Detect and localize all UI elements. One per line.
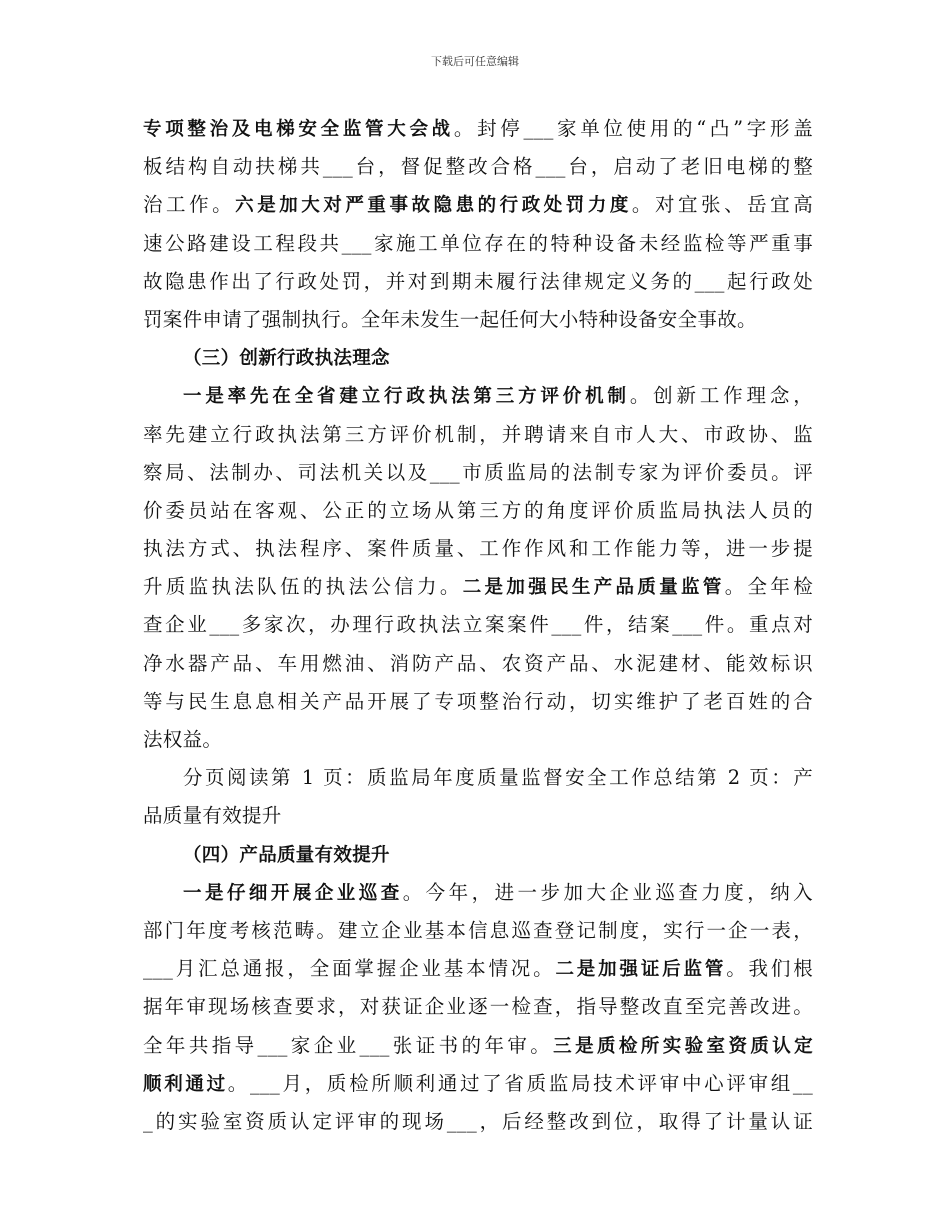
text-line (143, 759, 813, 797)
text-line (143, 186, 813, 224)
text-line (143, 606, 813, 644)
text-line (143, 645, 813, 683)
bold-text: 六是加大对严重事故隐患的行政处罚力度 (235, 195, 632, 217)
text-run: 。封停___家单位使用的“凸”字形盖 (453, 117, 814, 140)
bold-text: 顺利通过 (143, 1073, 228, 1095)
text-run: 。创新工作理念， (629, 384, 813, 408)
text-line (143, 377, 813, 415)
text-line (143, 683, 813, 721)
text-run: 治工作。 (143, 193, 236, 217)
bold-text: 二是加强民生产品质量监管 (462, 577, 725, 599)
text-run: 查企业___多家次，办理行政执法立案案件___件，结案___件。重点对 (143, 613, 813, 637)
text-run: 罚案件申请了强制执行。全年未发生一起任何大小特种设备安全事故。 (143, 307, 757, 331)
text-line (143, 339, 813, 377)
text-run: _的实验室资质认定评审的现场___，后经整改到位，取得了计量认证 (143, 1109, 813, 1133)
text-run: 察局、法制办、司法机关以及___市质监局的法制专家为评价委员。评 (143, 460, 813, 484)
text-line (143, 530, 813, 568)
bold-text: 一是仔细开展企业巡查 (183, 882, 403, 904)
bold-text: 二是加强证后监管 (555, 959, 727, 981)
text-run: 。全年检 (724, 575, 814, 599)
text-run: 等与民生息息相关产品开展了专项整治行动，切实维护了老百姓的合 (143, 689, 813, 713)
text-run: 价委员站在客观、公正的立场从第三方的角度评价质监局执法人员的 (143, 498, 813, 522)
text-run: ___月汇总通报，全面掌握企业基本情况。 (143, 957, 556, 981)
bold-text: （四）产品质量有效提升 (183, 844, 390, 866)
text-run: 速公路建设工程段共___家施工单位存在的特种设备未经监检等严重事 (143, 231, 813, 255)
text-run: 执法方式、执法程序、案件质量、工作作风和工作能力等，进一步提 (143, 537, 813, 561)
text-run: 据年审现场核查要求，对获证企业逐一检查，指导整改直至完善改进。 (143, 995, 813, 1019)
bold-text: 三是质检所实验室资质认定 (553, 1035, 813, 1057)
text-run: 故隐患作出了行政处罚，并对到期未履行法律规定义务的___起行政处 (143, 269, 813, 293)
text-line (143, 225, 813, 263)
document-body (143, 110, 813, 1141)
text-run: 。对宜张、岳宜高 (631, 193, 814, 217)
text-run: 率先建立行政执法第三方评价机制，并聘请来自市人大、市政协、监 (143, 422, 813, 446)
text-line (143, 1027, 813, 1065)
text-run: 部门年度考核范畴。建立企业基本信息巡查登记制度，实行一企一表， (143, 918, 813, 942)
text-line (143, 148, 813, 186)
text-line (143, 416, 813, 454)
text-run: 。我们根 (726, 957, 814, 981)
text-line (143, 721, 813, 759)
text-run: 升质监执法队伍的执法公信力。 (143, 575, 463, 599)
text-line (143, 492, 813, 530)
text-line (143, 301, 813, 339)
text-line (143, 454, 813, 492)
text-line (143, 263, 813, 301)
text-run: 品质量有效提升 (143, 804, 282, 828)
text-run: 板结构自动扶梯共___台，督促整改合格___台，启动了老旧电梯的整 (143, 155, 813, 179)
text-line (143, 1065, 813, 1103)
text-line (143, 797, 813, 835)
text-run: 。今年，进一步加大企业巡查力度，纳入 (402, 880, 813, 904)
bold-text: 一是率先在全省建立行政执法第三方评价机制 (183, 386, 630, 408)
text-line (143, 568, 813, 606)
text-run: 净水器产品、车用燃油、消防产品、农资产品、水泥建材、能效标识 (143, 651, 813, 675)
text-line (143, 874, 813, 912)
bold-text: 专项整治及电梯安全监管大会战 (143, 119, 454, 140)
text-run: 全年共指导___家企业___张证书的年审。 (143, 1033, 554, 1057)
text-line (143, 1103, 813, 1141)
text-run: 分页阅读第 1 页：质监局年度质量监督安全工作总结第 2 页：产 (183, 766, 813, 790)
text-run: 法权益。 (143, 728, 223, 751)
text-line (143, 836, 813, 874)
text-run: 。___月，质检所顺利通过了省质监局技术评审中心评审组__ (227, 1071, 813, 1095)
text-line (143, 950, 813, 988)
bold-text: （三）创新行政执法理念 (183, 348, 390, 370)
text-line (143, 988, 813, 1026)
text-line (143, 110, 813, 148)
page-header: 下载后可任意编辑 (431, 55, 519, 68)
text-line (143, 912, 813, 950)
